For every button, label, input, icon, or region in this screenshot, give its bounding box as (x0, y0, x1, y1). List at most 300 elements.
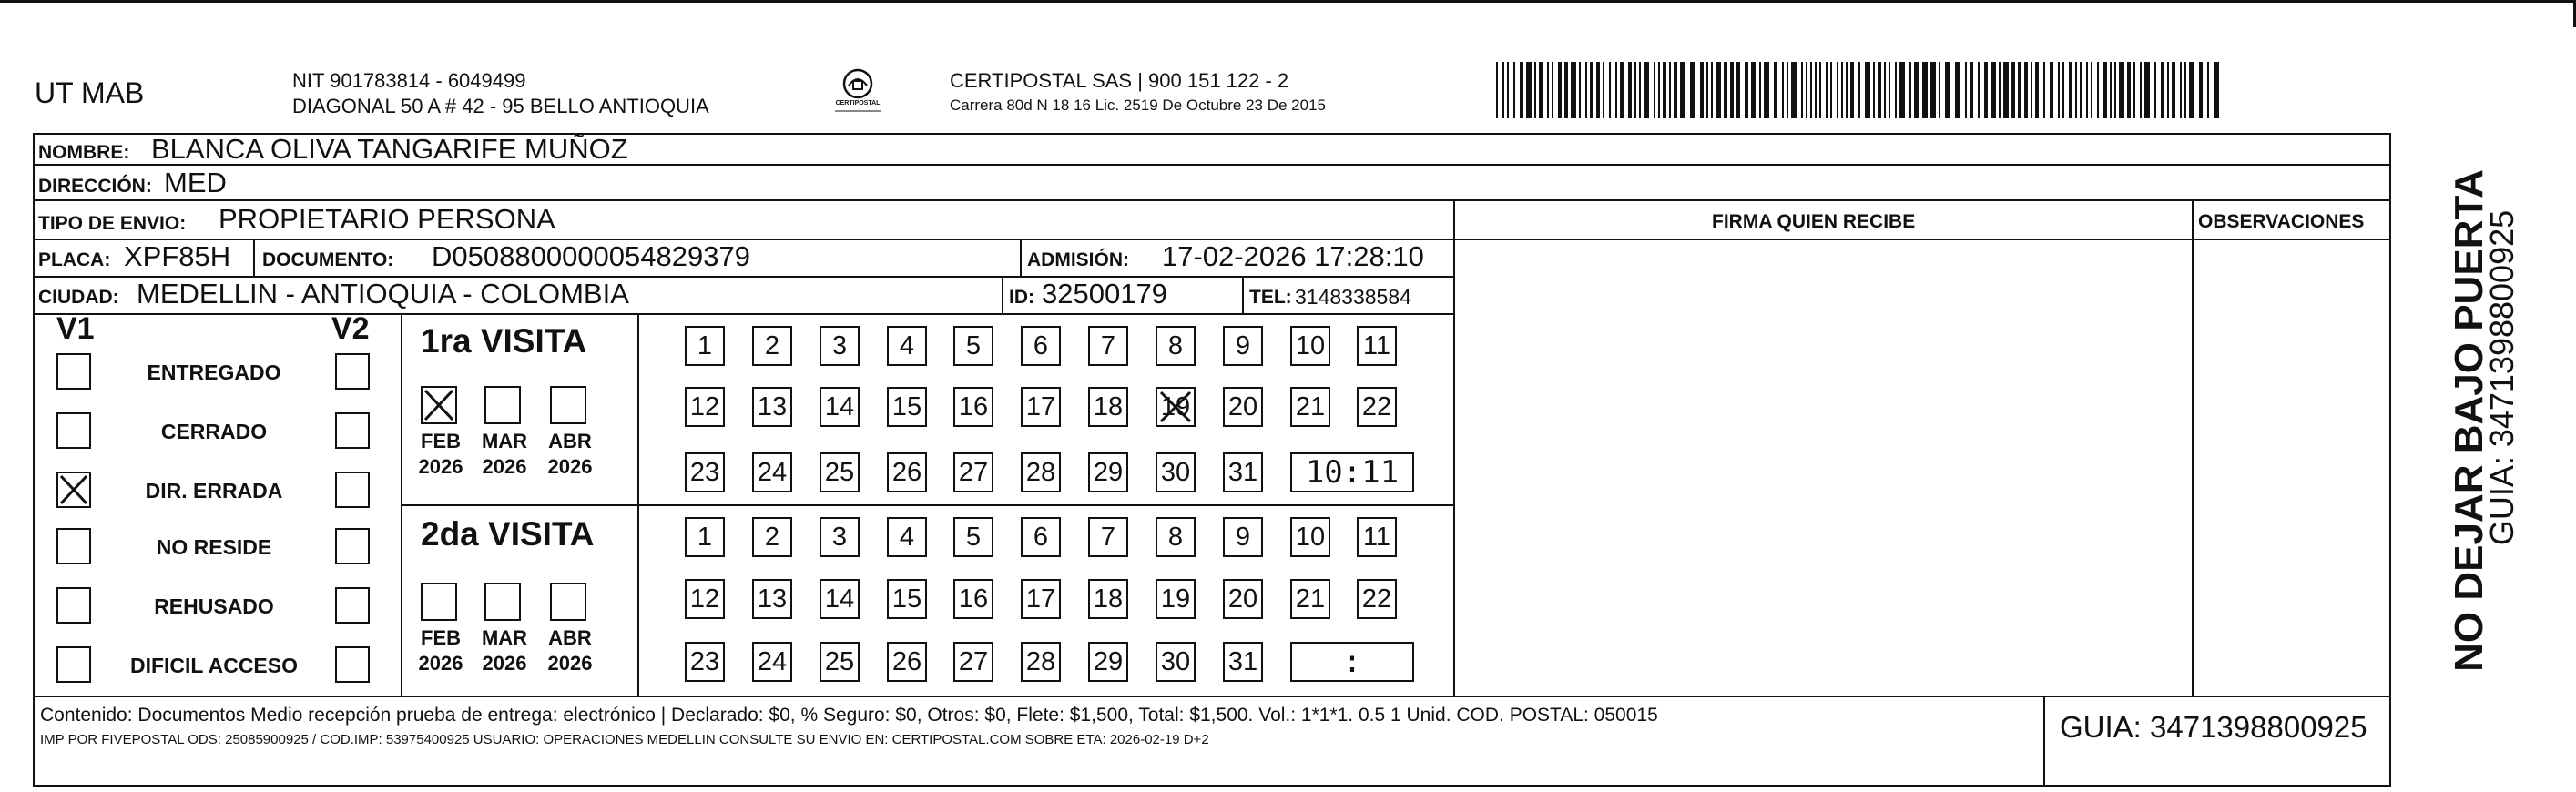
day-box[interactable] (887, 642, 927, 682)
month-label: MAR (481, 626, 528, 649)
day-number: 23 (689, 458, 720, 487)
v1-checkbox[interactable] (56, 472, 91, 508)
col-obs-left (2192, 199, 2194, 696)
day-number: 25 (824, 647, 855, 676)
barcode-bar (1850, 62, 1854, 118)
year-label: 2026 (547, 455, 593, 478)
v1-checkbox[interactable] (56, 528, 91, 564)
barcode-bar (1700, 62, 1704, 118)
check-mark-icon (58, 473, 89, 506)
barcode-bar (1764, 62, 1769, 118)
day-number: 5 (965, 523, 982, 552)
barcode-bar (1496, 62, 1498, 118)
barcode-bar (2091, 62, 2092, 118)
barcode-bar (1534, 62, 1536, 118)
v1-checkbox[interactable] (56, 646, 91, 683)
day-number: 4 (899, 523, 915, 552)
logo-caption: CERTIPOSTAL (835, 100, 881, 107)
month-checkbox[interactable] (484, 386, 521, 424)
day-box[interactable] (887, 387, 927, 427)
day-number: 3 (831, 331, 848, 360)
barcode-bar (2214, 62, 2219, 118)
day-number: 15 (891, 584, 922, 614)
barcode-bar (2114, 62, 2116, 118)
day-number: 18 (1093, 392, 1124, 421)
day-number: 28 (1025, 647, 1056, 676)
month-checkbox[interactable] (550, 386, 586, 424)
day-box[interactable] (685, 326, 725, 366)
year-label: 2026 (418, 455, 463, 478)
barcode-bar (1690, 62, 1695, 118)
day-box[interactable] (1156, 579, 1196, 619)
day-number: 25 (824, 458, 855, 487)
day-box[interactable] (1357, 579, 1397, 619)
barcode-bar (2180, 62, 2182, 118)
day-box[interactable] (1357, 387, 1397, 427)
day-box[interactable] (685, 387, 725, 427)
day-box[interactable] (1290, 579, 1330, 619)
day-box[interactable] (1223, 452, 1263, 492)
day-number: 1 (697, 331, 713, 360)
day-number: 6 (1033, 523, 1049, 552)
barcode-bar (2140, 62, 2142, 118)
barcode-bar (1939, 62, 1940, 118)
barcode-bar (1801, 62, 1803, 118)
barcode-bar (1526, 62, 1532, 118)
day-box[interactable] (1088, 387, 1128, 427)
barcode-bar (1810, 62, 1812, 118)
day-number: 20 (1227, 584, 1258, 614)
top-border (0, 0, 2576, 3)
admision-label: ADMISIÓN: (1027, 249, 1129, 270)
v1-checkbox[interactable] (56, 587, 91, 624)
month-label: MAR (481, 430, 528, 452)
barcode-bar (1815, 62, 1817, 118)
barcode-bar (2127, 62, 2131, 118)
barcode-bar (2144, 62, 2150, 118)
barcode-bar (2110, 62, 2112, 118)
barcode-bar (2103, 62, 2107, 118)
barcode-bar (1909, 62, 1911, 118)
table-right (2389, 133, 2391, 787)
month-checkbox[interactable] (421, 386, 457, 424)
day-box[interactable] (1156, 452, 1196, 492)
barcode-bar (1639, 62, 1641, 118)
day-box[interactable] (820, 326, 860, 366)
day-box[interactable] (1021, 579, 1061, 619)
ciudad-label: CIUDAD: (38, 287, 119, 308)
barcode-bar (1680, 62, 1685, 118)
barcode-bar (1634, 62, 1636, 118)
month-checkbox[interactable] (421, 583, 457, 621)
company-name: UT MAB (35, 76, 145, 109)
barcode-bar (1615, 62, 1617, 118)
id-value: 32500179 (1042, 278, 1167, 310)
day-number: 30 (1160, 458, 1191, 487)
barcode-bar (1547, 62, 1549, 118)
barcode-bar (1663, 62, 1666, 118)
barcode-bar (2207, 62, 2209, 118)
status-label: ENTREGADO (147, 360, 281, 384)
row-line-5 (33, 313, 1453, 315)
barcode-bar (2184, 62, 2186, 118)
day-box[interactable] (1156, 326, 1196, 366)
day-number: 1 (697, 523, 713, 552)
barcode-bar (1706, 62, 1708, 118)
day-box[interactable] (953, 579, 993, 619)
status-label: NO RESIDE (156, 535, 272, 559)
v1-checkbox[interactable] (56, 353, 91, 390)
courier-title: CERTIPOSTAL SAS | 900 151 122 - 2 (950, 69, 1289, 92)
barcode-bar (1609, 62, 1611, 118)
month-label: ABR (548, 430, 592, 452)
ciudad-value: MEDELLIN - ANTIOQUIA - COLOMBIA (137, 278, 629, 310)
v2-checkbox[interactable] (335, 353, 370, 390)
barcode-bar (1596, 62, 1600, 118)
day-number: 17 (1025, 392, 1056, 421)
barcode-bar (1791, 62, 1797, 118)
barcode-bar (1819, 62, 1821, 118)
day-box[interactable] (1156, 387, 1196, 427)
barcode-bar (1991, 62, 1996, 118)
barcode-bar (1571, 62, 1576, 118)
day-box[interactable] (1223, 517, 1263, 557)
v2-label: V2 (331, 311, 370, 346)
barcode-bar (1628, 62, 1632, 118)
month-checkbox[interactable] (484, 583, 521, 621)
barcode-bar (1945, 62, 1950, 118)
v2-checkbox[interactable] (335, 412, 370, 449)
day-number: 24 (757, 647, 788, 676)
day-number: 22 (1361, 392, 1392, 421)
day-box[interactable] (1088, 642, 1128, 682)
barcode-bar (1914, 62, 1919, 118)
barcode-bar (1826, 62, 1828, 118)
day-box[interactable] (1290, 326, 1330, 366)
barcode-bar (2062, 62, 2064, 118)
barcode-bar (2075, 62, 2077, 118)
day-number: 18 (1093, 584, 1124, 614)
day-box[interactable] (752, 642, 792, 682)
col-firma-left (1453, 199, 1455, 696)
day-number: 3 (831, 523, 848, 552)
barcode-bar (2024, 62, 2028, 118)
day-number: 19 (1160, 392, 1191, 421)
barcode-bar (1846, 62, 1848, 118)
day-box[interactable] (1223, 387, 1263, 427)
tipo-label: TIPO DE ENVIO: (38, 213, 187, 234)
day-box[interactable] (820, 642, 860, 682)
second-visit-title: 2da VISITA (421, 515, 595, 553)
day-box[interactable] (887, 326, 927, 366)
day-number: 27 (958, 458, 989, 487)
documento-value: D0508800000054829379 (432, 240, 750, 272)
barcode-bar (2011, 62, 2015, 118)
certipostal-logo (831, 66, 884, 120)
barcode-bar (2161, 62, 2164, 118)
barcode-bar (1899, 62, 1905, 118)
barcode-bar (1865, 62, 1870, 118)
tel-label: TEL: (1249, 287, 1292, 308)
day-box[interactable] (820, 579, 860, 619)
day-number: 21 (1295, 392, 1326, 421)
day-box[interactable] (953, 387, 993, 427)
day-number: 14 (824, 584, 855, 614)
day-box[interactable] (820, 452, 860, 492)
day-number: 15 (891, 392, 922, 421)
day-number: 11 (1362, 523, 1391, 552)
barcode-bar (1782, 62, 1784, 118)
placa-label: PLACA: (38, 249, 111, 270)
v2-checkbox[interactable] (335, 528, 370, 564)
tipo-value: PROPIETARIO PERSONA (219, 203, 555, 235)
time-value: : (1342, 644, 1362, 680)
time-box[interactable] (1290, 642, 1414, 682)
year-label: 2026 (482, 455, 527, 478)
footer-guia: GUIA: 3471398800925 (2060, 710, 2367, 744)
day-number: 14 (824, 392, 855, 421)
day-number: 5 (965, 331, 982, 360)
tel-value: 3148338584 (1295, 285, 1411, 309)
day-number: 13 (757, 392, 788, 421)
day-number: 13 (757, 584, 788, 614)
barcode-bar (2003, 62, 2009, 118)
day-box[interactable] (1021, 452, 1061, 492)
barcode-bar (1513, 62, 1515, 118)
day-box[interactable] (752, 387, 792, 427)
day-box[interactable] (887, 452, 927, 492)
first-visit-title: 1ra VISITA (421, 322, 587, 360)
barcode-bar (1520, 62, 1523, 118)
day-box[interactable] (1088, 452, 1128, 492)
day-box[interactable] (953, 326, 993, 366)
day-box[interactable] (1021, 326, 1061, 366)
day-number: 17 (1025, 584, 1056, 614)
day-box[interactable] (752, 452, 792, 492)
barcode-bar (1895, 62, 1897, 118)
day-box[interactable] (1357, 517, 1397, 557)
day-number: 31 (1227, 458, 1258, 487)
day-box[interactable] (1156, 517, 1196, 557)
day-box[interactable] (1021, 387, 1061, 427)
barcode-bar (2133, 62, 2135, 118)
barcode-bar (2058, 62, 2060, 118)
day-box[interactable] (1088, 517, 1128, 557)
barcode-bar (1539, 62, 1543, 118)
observaciones-header: OBSERVACIONES (2198, 211, 2365, 232)
firma-header: FIRMA QUIEN RECIBE (1712, 211, 1916, 232)
day-box[interactable] (1156, 642, 1196, 682)
barcode-bar (1564, 62, 1568, 118)
day-box[interactable] (887, 517, 927, 557)
placa-value: XPF85H (124, 240, 231, 272)
day-number: 23 (689, 647, 720, 676)
day-box[interactable] (1223, 579, 1263, 619)
day-box[interactable] (1021, 517, 1061, 557)
barcode-bar (1644, 62, 1649, 118)
day-number: 9 (1235, 523, 1251, 552)
year-label: 2026 (418, 652, 463, 675)
admision-divider (1020, 239, 1022, 276)
barcode-bar (1889, 62, 1890, 118)
barcode-bar (1716, 62, 1721, 118)
barcode-bar (1806, 62, 1807, 118)
day-box[interactable] (1088, 326, 1128, 366)
month-label: FEB (421, 430, 461, 452)
day-box[interactable] (887, 579, 927, 619)
barcode-bar (2119, 62, 2124, 118)
day-box[interactable] (1357, 326, 1397, 366)
day-number: 29 (1093, 458, 1124, 487)
table-left (33, 133, 35, 787)
day-number: 2 (764, 523, 780, 552)
barcode-bar (1955, 62, 1960, 118)
barcode-bar (2080, 62, 2082, 118)
placa-divider (253, 239, 255, 276)
day-number: 19 (1160, 584, 1191, 614)
day-box[interactable] (685, 642, 725, 682)
month-label: FEB (421, 626, 461, 649)
col-header-line (1453, 239, 2391, 240)
side-notice: NO DEJAR BAJO PUERTA (2447, 169, 2491, 672)
status-label: DIFICIL ACCESO (129, 654, 298, 677)
day-box[interactable] (752, 517, 792, 557)
id-divider (1002, 276, 1003, 313)
barcode-bar (1873, 62, 1875, 118)
day-number: 8 (1167, 523, 1184, 552)
day-number: 29 (1093, 647, 1124, 676)
month-label: ABR (548, 626, 592, 649)
nombre-label: NOMBRE: (38, 142, 130, 163)
footer-print-info: IMP POR FIVEPOSTAL ODS: 25085900925 / COD.IMP: 53975400925 USUARIO: OPERACIONES MEDELLIN CONSULTE SU ENVIO EN: CERTIPOSTAL.COM SOBRE ETA: 2026-02-19 D+2 (40, 732, 1209, 747)
day-box[interactable] (1290, 517, 1330, 557)
barcode-bar (2050, 62, 2053, 118)
direccion-value: MED (164, 167, 227, 198)
day-number: 16 (958, 584, 989, 614)
day-box[interactable] (953, 642, 993, 682)
day-number: 6 (1033, 331, 1049, 360)
month-checkbox[interactable] (550, 583, 586, 621)
barcode-bar (1590, 62, 1593, 118)
day-box[interactable] (1021, 642, 1061, 682)
time-value: 10:11 (1305, 454, 1400, 491)
barcode-bar (2199, 62, 2203, 118)
status-label: CERRADO (160, 420, 268, 443)
barcode-bar (1922, 62, 1928, 118)
barcode-bar (2035, 62, 2039, 118)
v2-checkbox[interactable] (335, 472, 370, 508)
day-box[interactable] (752, 326, 792, 366)
barcode-bar (2086, 62, 2088, 118)
day-box[interactable] (953, 517, 993, 557)
barcode-bar (1837, 62, 1838, 118)
footer-guia-divider (2043, 696, 2045, 785)
barcode-bar (1830, 62, 1832, 118)
barcode-bar (1751, 62, 1756, 118)
admision-value: 17-02-2026 17:28:10 (1162, 240, 1424, 272)
barcode-bar (2031, 62, 2032, 118)
day-box[interactable] (1223, 326, 1263, 366)
year-label: 2026 (547, 652, 593, 675)
v1-checkbox[interactable] (56, 412, 91, 449)
barcode-bar (1970, 62, 1973, 118)
day-number: 26 (891, 647, 922, 676)
barcode-bar (1759, 62, 1761, 118)
barcode-bar (2154, 62, 2156, 118)
day-number: 28 (1025, 458, 1056, 487)
day-box[interactable] (685, 517, 725, 557)
company-address: DIAGONAL 50 A # 42 - 95 BELLO ANTIOQUIA (292, 95, 709, 117)
day-number: 12 (689, 392, 720, 421)
barcode-bar (1965, 62, 1967, 118)
day-number: 26 (891, 458, 922, 487)
barcode-bar (1507, 62, 1509, 118)
day-box[interactable] (685, 452, 725, 492)
barcode-bar (1603, 62, 1604, 118)
barcode-bar (1711, 62, 1713, 118)
day-box[interactable] (820, 387, 860, 427)
day-number: 27 (958, 647, 989, 676)
v2-checkbox[interactable] (335, 646, 370, 683)
barcode-bar (2097, 62, 2099, 118)
barcode-bar (1774, 62, 1777, 118)
barcode-bar (1878, 62, 1881, 118)
id-label: ID: (1009, 287, 1034, 308)
barcode-bar (2043, 62, 2045, 118)
barcode-bar (1858, 62, 1860, 118)
day-box[interactable] (1223, 642, 1263, 682)
day-box[interactable] (685, 579, 725, 619)
row-line-2 (33, 199, 2391, 201)
time-box[interactable] (1290, 452, 1414, 492)
day-box[interactable] (1088, 579, 1128, 619)
day-number: 22 (1361, 584, 1392, 614)
barcode-bar (1984, 62, 1988, 118)
day-number: 16 (958, 392, 989, 421)
day-number: 31 (1227, 647, 1258, 676)
barcode-bar (1579, 62, 1581, 118)
day-box[interactable] (1290, 387, 1330, 427)
barcode-bar (1724, 62, 1727, 118)
barcode-bar (2018, 62, 2021, 118)
barcode-bar (1502, 62, 1504, 118)
day-box[interactable] (953, 452, 993, 492)
barcode-bar (2167, 62, 2169, 118)
day-number: 2 (764, 331, 780, 360)
barcode-bar (1884, 62, 1886, 118)
v2-checkbox[interactable] (335, 587, 370, 624)
barcode-bar (1669, 62, 1671, 118)
footer-line (33, 696, 2391, 697)
barcode-bar (1585, 62, 1587, 118)
barcode-bar (1930, 62, 1936, 118)
barcode-bar (1654, 62, 1655, 118)
day-number: 11 (1362, 331, 1391, 360)
day-number: 7 (1100, 331, 1116, 360)
day-box[interactable] (752, 579, 792, 619)
barcode-bar (1730, 62, 1734, 118)
day-box[interactable] (820, 517, 860, 557)
status-label: REHUSADO (154, 594, 274, 618)
barcode-bar (1558, 62, 1562, 118)
day-number: 30 (1160, 647, 1191, 676)
documento-label: DOCUMENTO: (262, 249, 394, 270)
company-nit: NIT 901783814 - 6049499 (292, 69, 526, 92)
barcode-bar (2069, 62, 2072, 118)
barcode-bar (1841, 62, 1843, 118)
direccion-label: DIRECCIÓN: (38, 176, 152, 197)
nombre-value: BLANCA OLIVA TANGARIFE MUÑOZ (151, 133, 628, 165)
